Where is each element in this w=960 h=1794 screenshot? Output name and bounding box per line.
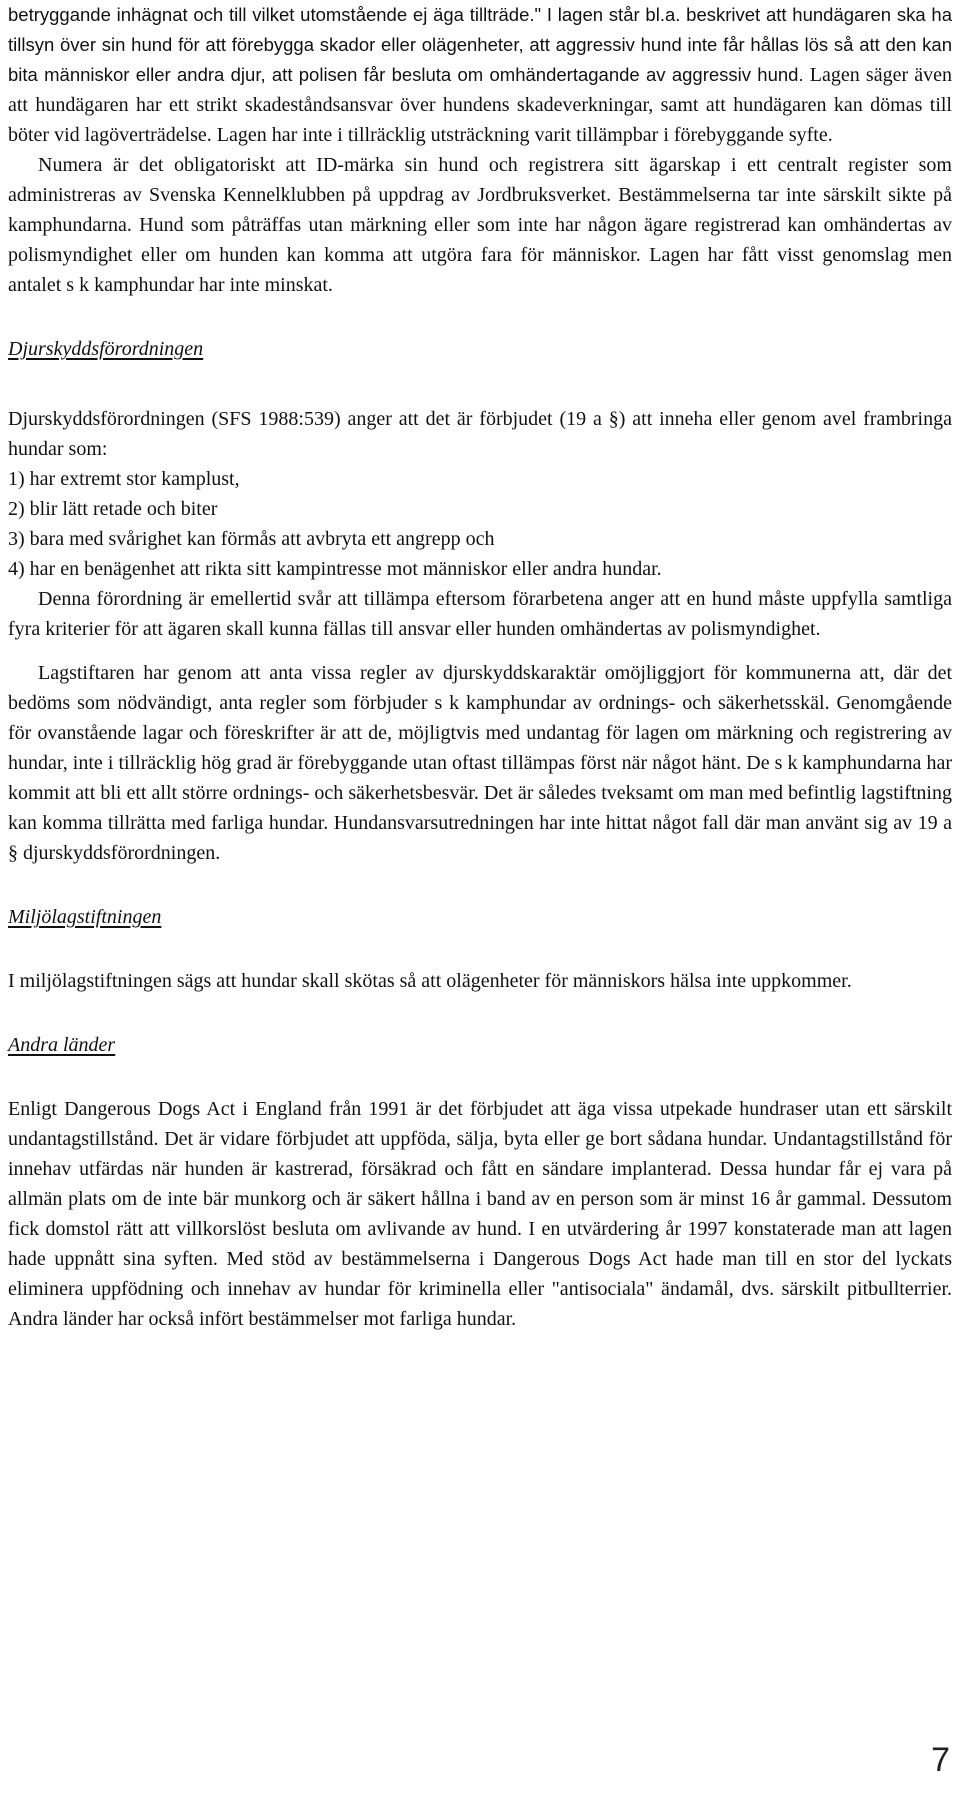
document-page	[8, 0, 952, 1334]
heading-andra-lander: Andra länder	[8, 1034, 116, 1056]
paragraph-id-marking: Numera är det obligatoriskt att ID-märka sin hund och registrera sitt ägarskap i ett centralt register som administreras av Svenska Kennelklubben på uppdrag av Jordbruksverket. Bestämmelserna tar inte särskilt sikte på kamphundarna. Hund som påträffas utan märkning eller som inte har någon ägare registrerad kan omhändertas av polismyndighet eller om hunden kan komma att utgöra fara för människor. Lagen har fått visst genomslag men antalet s k kamphundar har inte minskat.	[8, 154, 952, 296]
paragraph-dog-law-sans-part: betryggande inhägnat och till vilket utomstående ej äga tillträde." I lagen står bl.a. beskrivet att hundägaren ska ha tillsyn över sin hund för att förebygga skador eller olägenheter, att aggressiv hund inte får hållas lös så att den kan bita människor eller andra djur, att polisen får besluta om omhändertagande av aggressiv hund.	[8, 4, 952, 85]
page-number: 7	[931, 1741, 950, 1779]
criteria-item-2: 2) blir lätt retade och biter	[8, 498, 218, 520]
paragraph-andra-lander: Enligt Dangerous Dogs Act i England från 1991 är det förbjudet att äga vissa utpekade hundraser utan ett särskilt undantagstillstånd. Det är vidare förbjudet att uppföda, sälja, byta eller ge bort sådana hundar. Undantagstillstånd för innehav utfärdas när hunden är kastrerad, försäkrad och fått en sändare implanterad. Dessa hundar får ej vara på allmän plats om de inte bär munkorg och är säkert hållna i band av en person som är minst 16 år gammal. Dessutom fick domstol rätt att villkorslöst besluta om avlivande av hund. I en utvärdering år 1997 konstaterade man att lagen hade uppnått sina syften. Med stöd av bestämmelserna i Dangerous Dogs Act hade man till en stor del lyckats eliminera uppfödning och innehav av hundar för kriminella eller "antisociala" ändamål, dvs. särskilt pitbullterrier. Andra länder har också infört bestämmelser mot farliga hundar.	[8, 1098, 952, 1330]
heading-djurskyddsforordningen: Djurskyddsförordningen	[8, 338, 204, 360]
paragraph-djur-legislation: Lagstiftaren har genom att anta vissa regler av djurskyddskaraktär omöjliggjort för kommunerna att, där det bedöms som nödvändigt, anta regler som förbjuder s k kamphundar av ordnings- och säkerhetsskäl. Genomgående för ovanstående lagar och föreskrifter är att de, möjligtvis med undantag för lagen om märkning och registrering av hundar, inte i tillräcklig hög grad är förebyggande utan oftast tillämpas först när något hänt. De s k kamphundarna har kommit att bli ett allt större ordnings- och säkerhetsbesvär. Det är således tveksamt om man med befintlig lagstiftning kan komma tillrätta med farliga hundar. Hundansvarsutredningen har inte hittat något fall där man använt sig av 19 a § djurskyddsförordningen.	[8, 662, 952, 864]
heading-miljolagstiftningen: Miljölagstiftningen	[8, 906, 162, 928]
criteria-item-4: 4) har en benägenhet att rikta sitt kampintresse mot människor eller andra hundar.	[8, 558, 662, 580]
paragraph-djur-criteria-note: Denna förordning är emellertid svår att tillämpa eftersom förarbetena anger att en hund måste uppfylla samtliga fyra kriterier för att ägaren skall kunna fällas till ansvar eller hunden omhändertas av polismyndighet.	[8, 588, 952, 640]
paragraph-djur-intro: Djurskyddsförordningen (SFS 1988:539) anger att det är förbjudet (19 a §) att inneha eller genom avel frambringa hundar som:	[8, 408, 952, 460]
criteria-list	[8, 464, 952, 584]
paragraph-dog-law	[8, 0, 952, 150]
paragraph-miljo: I miljölagstiftningen sägs att hundar skall skötas så att olägenheter för människors hälsa inte uppkommer.	[8, 970, 852, 992]
criteria-item-3: 3) bara med svårighet kan förmås att avbryta ett angrepp och	[8, 528, 495, 550]
paragraph-dog-law-serif-part: Lagen säger även att hundägaren har ett strikt skadeståndsansvar över hundens skadeverkningar, samt att hundägaren kan dömas till böter vid lagöverträdelse. Lagen har inte i tillräcklig utsträckning varit tillämpbar i förebyggande syfte.	[8, 64, 953, 146]
criteria-item-1: 1) har extremt stor kamplust,	[8, 468, 240, 490]
